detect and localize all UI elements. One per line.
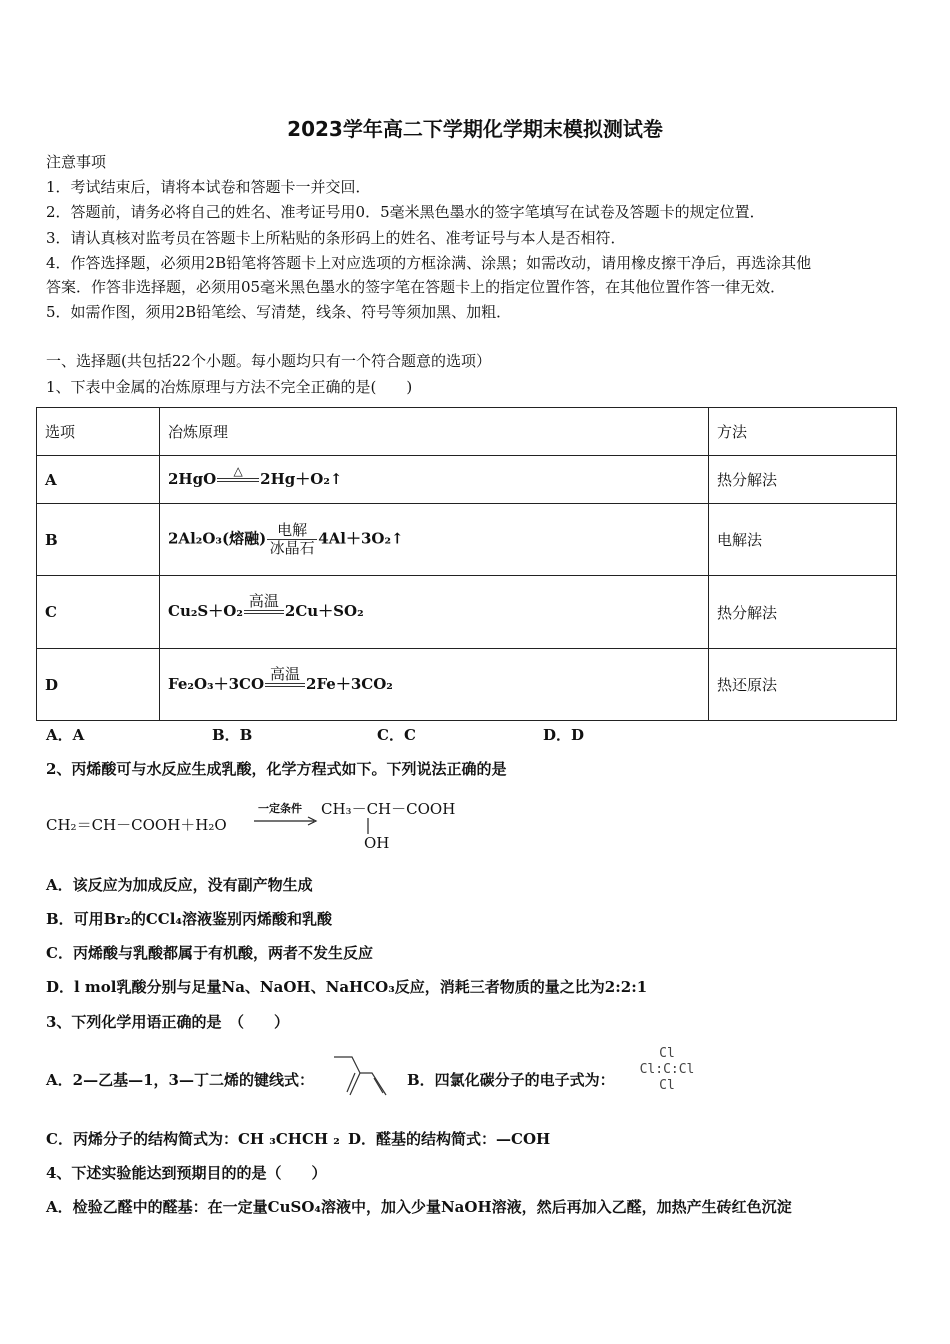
option-cell: A [37,456,160,504]
reaction-condition: 电解 冰晶石 [267,522,317,557]
electron-formula-bottom: Cl [659,1078,675,1093]
equation-reactants: CH₂＝CH－COOH＋H₂O [46,816,227,834]
table-header-cell: 选项 [37,408,160,456]
table-header-cell: 方法 [709,408,897,456]
notice-item: 3．请认真核对监考员在答题卡上所粘贴的条形码上的姓名、准考证号与本人是否相符． [46,229,626,247]
notice-item: 答案．作答非选择题，必须用05毫米黑色墨水的签字笔在答题卡上的指定位置作答，在其他位置作答一律无效． [46,278,786,296]
q2-choice-c[interactable]: C．丙烯酸与乳酸都属于有机酸，两者不发生反应 [46,944,373,962]
reaction-arrow-icon [252,816,320,826]
equation-product: CH₃－CH－COOH [321,800,456,818]
reactants: 2Al₂O₃(熔融) [168,529,267,548]
choice-b[interactable]: B．B [212,726,253,744]
q2-choice-d[interactable]: D．l mol乳酸分别与足量Na、NaOH、NaHCO₃反应，消耗三者物质的量之比为2:2:1 [46,978,648,996]
principle-cell [160,649,709,721]
page-title: 2023学年高二下学期化学期末模拟测试卷 [287,117,663,141]
electron-formula-middle: Cl:C:Cl [639,1062,695,1077]
q2-choice-b[interactable]: B．可用Br₂的CCl₄溶液鉴别丙烯酸和乳酸 [46,910,332,928]
question-3-stem: 3、下列化学用语正确的是 （ ） [46,1013,289,1031]
q3-choice-c[interactable]: C．丙烯分子的结构简式为：CH ₃CHCH ₂ [46,1130,340,1148]
reactants: 2HgO [168,469,217,488]
option-cell: B [37,504,160,576]
electron-formula-top: Cl [659,1046,675,1061]
notice-item: 2．答题前，请务必将自己的姓名、准考证号用0．5毫米黑色墨水的签字笔填写在试卷及答题卡的规定位置． [46,203,765,221]
products: 4Al＋3O₂↑ [318,529,404,548]
reactants: Fe₂O₃＋3CO [168,674,265,693]
notice-item: 5．如需作图，须用2B铅笔绘、写清楚，线条、符号等须加黑、加粗． [46,303,512,321]
question-1-stem: 1、下表中金属的冶炼原理与方法不完全正确的是( ) [46,378,413,396]
option-cell: D [37,649,160,721]
q2-choice-a[interactable]: A．该反应为加成反应，没有副产物生成 [46,876,313,894]
table-row [37,576,897,649]
products: 2Cu＋SO₂ [284,602,364,620]
q3-choice-a[interactable]: A．2—乙基—1，3—丁二烯的键线式： [46,1071,314,1089]
principle-cell [160,456,709,504]
reaction-condition: △ [217,465,259,495]
q3-choice-b[interactable]: B．四氯化碳分子的电子式为： [407,1071,615,1089]
skeletal-formula-icon [330,1053,390,1101]
section-heading: 一、选择题(共包括22个小题。每小题均只有一个符合题意的选项） [46,352,491,370]
choice-a[interactable]: A．A [46,726,85,744]
table-row [37,456,897,504]
equation-branch: OH [364,834,390,852]
reaction-condition: 高温 [265,666,305,704]
products: 2Hg＋O₂↑ [260,469,343,488]
table-header-row [37,408,897,456]
notice-heading: 注意事项 [46,153,107,171]
products: 2Fe＋3CO₂ [306,674,393,693]
table-row [37,649,897,721]
question-1-table [36,407,897,721]
bond-line-icon [365,818,371,834]
method-cell: 热分解法 [709,456,897,504]
question-2-stem: 2、丙烯酸可与水反应生成乳酸，化学方程式如下。下列说法正确的是 [46,760,507,778]
notice-item: 4．作答选择题，必须用2B铅笔将答题卡上对应选项的方框涂满、涂黑；如需改动，请用橡皮擦干净后，再选涂其他 [46,254,812,272]
choice-d[interactable]: D．D [543,726,585,744]
reaction-equation [46,796,466,856]
method-cell: 热还原法 [709,649,897,721]
principle-cell [160,504,709,576]
method-cell: 热分解法 [709,576,897,649]
q3-choice-d[interactable]: D．醛基的结构简式：—COH [348,1130,551,1148]
electron-formula [634,1046,700,1094]
notice-item: 1．考试结束后，请将本试卷和答题卡一并交回． [46,178,371,196]
option-cell: C [37,576,160,649]
equation-condition: 一定条件 [258,802,302,815]
q4-choice-a[interactable]: A．检验乙醛中的醛基：在一定量CuSO₄溶液中，加入少量NaOH溶液，然后再加入乙醛，加热产生砖红色沉淀 [46,1198,792,1216]
principle-cell [160,576,709,649]
method-cell: 电解法 [709,504,897,576]
table-row [37,504,897,576]
reaction-condition: 高温 [244,593,284,631]
question-4-stem: 4、下述实验能达到预期目的的是（ ） [46,1164,327,1182]
table-header-cell: 冶炼原理 [160,408,709,456]
choice-c[interactable]: C．C [377,726,416,744]
reactants: Cu₂S＋O₂ [168,602,243,620]
